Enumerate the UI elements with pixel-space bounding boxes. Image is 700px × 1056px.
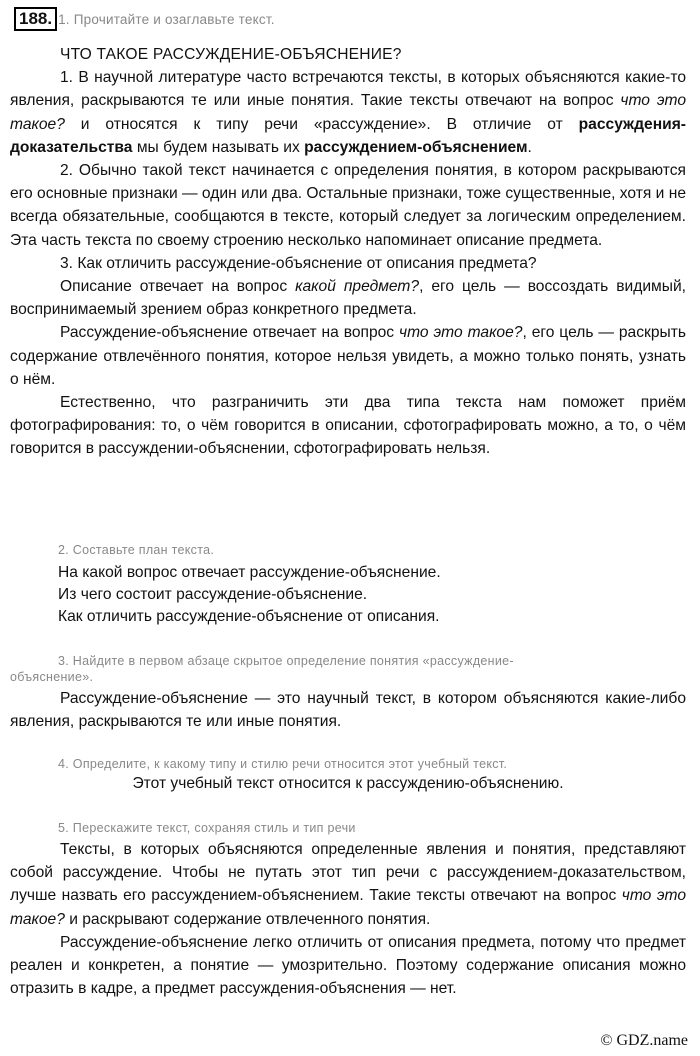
p5-italic: что это такое?: [399, 324, 523, 342]
task1-instruction: 1. Прочитайте и озаглавьте текст.: [58, 11, 275, 27]
p1-bold-1: рассуждения-доказательства: [10, 115, 686, 156]
plan-item-1: На какой вопрос отвечает рассуждение-объяснение.: [58, 564, 441, 581]
p4-text-a: Описание отвечает на вопрос: [60, 278, 296, 296]
plan-item-3: Как отличить рассуждение-объяснение от описания.: [58, 608, 440, 625]
task5-answer: [10, 838, 686, 1000]
p5-text-a: Рассуждение-объяснение отвечает на вопрос: [60, 324, 400, 342]
paragraph-5: [10, 321, 686, 391]
task5-instruction: 5. Перескажите текст, сохраняя стиль и тип речи: [58, 821, 356, 835]
watermark: © GDZ.name: [600, 1032, 688, 1049]
paragraph-4: [10, 275, 686, 321]
task2-instruction: 2. Составьте план текста.: [58, 543, 215, 557]
text-title: ЧТО ТАКОЕ РАССУЖДЕНИЕ-ОБЪЯСНЕНИЕ?: [60, 46, 402, 63]
p1-italic: что это такое?: [10, 92, 686, 133]
task4-instruction: 4. Определите, к какому типу и стилю речи относится этот учебный текст.: [58, 757, 508, 771]
p5-text-b: , его цель — раскрыть содержание отвлечённого понятия, которое нельзя увидеть, а можно только понять, узнать о нём.: [10, 324, 686, 388]
task3-instruction: [10, 653, 686, 685]
task5-p1-text-a: Тексты, в которых объясняются определенные явления и понятия, представляют собой рассуждение. Чтобы не путать этот тип речи с рассуждением-доказательством, лучше назвать его рассуждением-объяснением. Такие тексты отвечают на вопрос: [10, 841, 686, 905]
task5-p1-text-b: и раскрывают содержание отвлеченного понятия.: [64, 910, 431, 928]
p1-text-c: мы будем называть их: [132, 138, 305, 156]
task3-answer: [10, 687, 686, 733]
task5-paragraph-2: Рассуждение-объяснение легко отличить от описания предмета, потому что предмет реален и конкретен, а понятие — умозрительно. Поэтому содержание описания можно отразить в кадре, а предмет рассуждения-объяснения — нет.: [10, 933, 686, 998]
p1-text-a: 1. В научной литературе часто встречаются тексты, в которых объясняются какие-то явления, раскрываются те или иные понятия. Такие тексты отвечают на вопрос: [10, 69, 686, 110]
task3-answer-text: Рассуждение-объяснение — это научный текст, в котором объясняются какие-либо явления, раскрываются те или иные понятия.: [10, 690, 686, 730]
p1-text-d: .: [527, 138, 532, 156]
task4-answer: Этот учебный текст относится к рассуждению-объяснению.: [132, 775, 564, 792]
plan-item-2: Из чего состоит рассуждение-объяснение.: [58, 586, 368, 603]
p4-text-b: , его цель — воссоздать видимый, воспринимаемый зрением образ конкретного предмета.: [10, 278, 686, 319]
task-header: [14, 6, 275, 32]
paragraph-1: [10, 66, 686, 159]
main-text: [10, 43, 686, 461]
task3-instruction-line1: 3. Найдите в первом абзаце скрытое определение понятия «рассуждение-: [58, 654, 514, 668]
paragraph-6: Естественно, что разграничить эти два типа текста нам поможет приём фотографирования: то, о чём говорится в описании, сфотографировать можно, а то, о чём говорится в рассуждении-объяснении, сфотографировать нельзя.: [10, 394, 686, 458]
task-number: 188.: [14, 7, 57, 31]
task3-instruction-line2: объяснение».: [10, 670, 94, 684]
paragraph-3: 3. Как отличить рассуждение-объяснение от описания предмета?: [60, 254, 537, 272]
p1-text-b: и относятся к типу речи «рассуждение». В отличие от: [64, 115, 579, 133]
p1-bold-2: рассуждением-объяснением: [304, 138, 528, 156]
paragraph-2: 2. Обычно такой текст начинается с определения понятия, в котором раскрываются его основные признаки — один или два. Остальные признаки, тоже существенные, хотя и не всегда обязательные, сообщаются в тексте, который следует за логическим определением. Эта часть текста по своему строению несколько напоминает описание предмета.: [10, 162, 686, 249]
plan-list: [58, 562, 686, 628]
task5-p1-italic: что это такое?: [10, 887, 686, 928]
task5-paragraph-1: [10, 838, 686, 931]
p4-italic: какой предмет?: [295, 278, 420, 296]
